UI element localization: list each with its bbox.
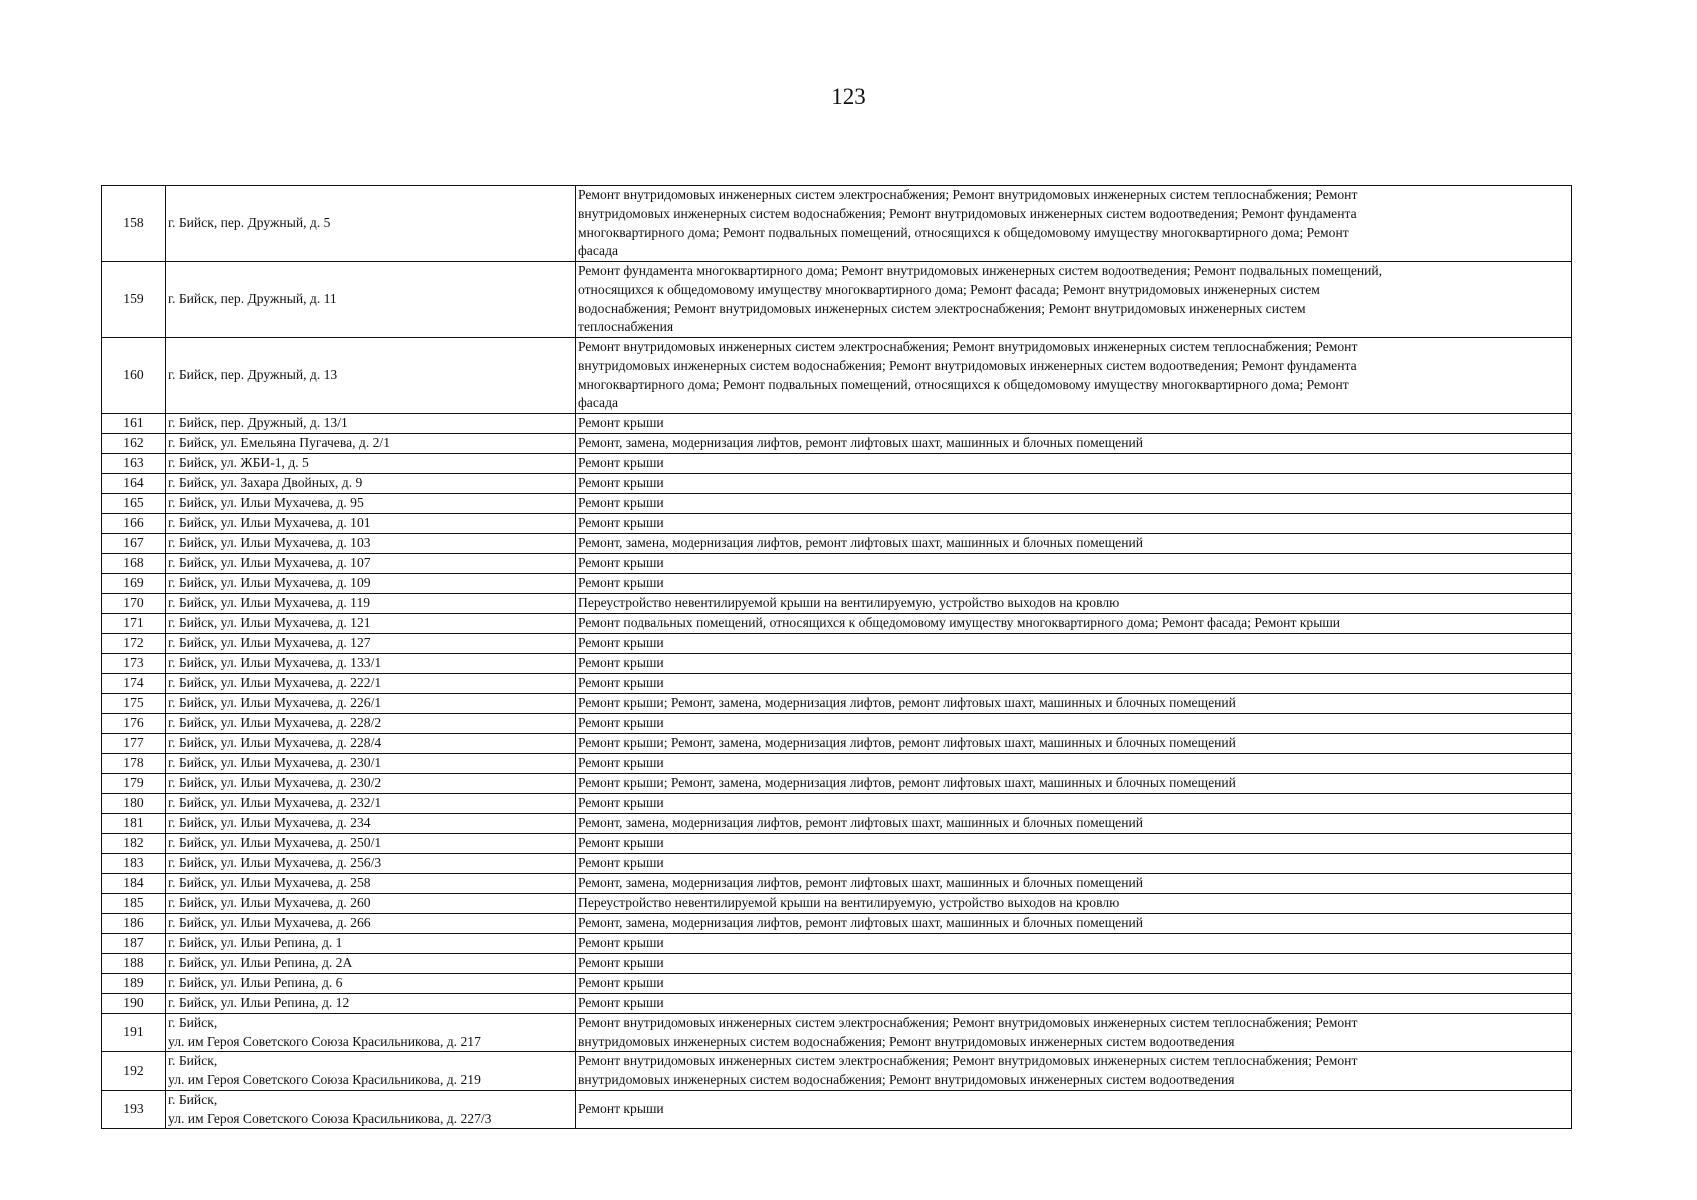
address-line: г. Бийск, пер. Дружный, д. 13/1 xyxy=(168,415,348,431)
address-cell xyxy=(166,1090,576,1128)
work-type-cell xyxy=(576,754,1572,774)
address-cell xyxy=(166,894,576,914)
address-cell xyxy=(166,338,576,414)
table-body xyxy=(102,186,1572,1129)
table-row xyxy=(102,814,1572,834)
address-cell xyxy=(166,694,576,714)
work-type-cell xyxy=(576,654,1572,674)
row-number: 186 xyxy=(102,914,166,934)
row-number: 188 xyxy=(102,954,166,974)
work-type-cell xyxy=(576,534,1572,554)
address-line: г. Бийск, ул. Ильи Мухачева, д. 234 xyxy=(168,815,371,831)
work-type-cell xyxy=(576,894,1572,914)
address-line: ул. им Героя Советского Союза Красильникова, д. 217 xyxy=(168,1033,481,1049)
table-row xyxy=(102,574,1572,594)
row-number: 167 xyxy=(102,534,166,554)
work-type-cell xyxy=(576,434,1572,454)
address-line: г. Бийск, ул. Ильи Мухачева, д. 250/1 xyxy=(168,835,382,851)
address-cell xyxy=(166,434,576,454)
address-cell xyxy=(166,654,576,674)
work-type-line: Ремонт крыши xyxy=(578,555,664,571)
address-cell xyxy=(166,474,576,494)
row-number: 192 xyxy=(102,1052,166,1090)
work-type-line: Ремонт крыши xyxy=(578,415,664,431)
row-number: 175 xyxy=(102,694,166,714)
work-type-cell xyxy=(576,1052,1572,1090)
work-type-cell xyxy=(576,694,1572,714)
work-type-cell xyxy=(576,934,1572,954)
address-line: г. Бийск, ул. Ильи Репина, д. 2А xyxy=(168,955,353,971)
work-type-cell xyxy=(576,454,1572,474)
page-number: 123 xyxy=(831,84,866,109)
work-type-cell xyxy=(576,814,1572,834)
address-line: г. Бийск, xyxy=(168,1053,218,1069)
row-number: 180 xyxy=(102,794,166,814)
row-number: 185 xyxy=(102,894,166,914)
table-row xyxy=(102,434,1572,454)
row-number: 174 xyxy=(102,674,166,694)
work-type-line: фасада xyxy=(578,395,619,411)
table-row xyxy=(102,1014,1572,1052)
row-number: 166 xyxy=(102,514,166,534)
address-line: г. Бийск, xyxy=(168,1015,218,1030)
address-line: ул. им Героя Советского Союза Красильникова, д. 219 xyxy=(168,1072,481,1088)
work-type-line: Ремонт крыши xyxy=(578,655,664,671)
work-type-line: Ремонт, замена, модернизация лифтов, ремонт лифтовых шахт, машинных и блочных помещений xyxy=(578,435,1144,451)
table-row xyxy=(102,338,1572,414)
address-line: г. Бийск, ул. Ильи Репина, д. 12 xyxy=(168,995,350,1011)
table-row xyxy=(102,514,1572,534)
address-line: г. Бийск, ул. Ильи Мухачева, д. 103 xyxy=(168,535,371,551)
work-type-line: Ремонт крыши xyxy=(578,515,664,531)
work-type-line: Ремонт крыши; Ремонт, замена, модернизация лифтов, ремонт лифтовых шахт, машинных и блочных помещений xyxy=(578,775,1236,791)
work-type-line: внутридомовых инженерных систем водоснабжения; Ремонт внутридомовых инженерных систем водоотведения; Ремонт фундамента xyxy=(578,357,1357,373)
work-type-line: Ремонт крыши xyxy=(578,715,664,731)
table-row xyxy=(102,1052,1572,1090)
row-number: 179 xyxy=(102,774,166,794)
work-type-line: внутридомовых инженерных систем водоснабжения; Ремонт внутридомовых инженерных систем водоотведения xyxy=(578,1033,1235,1049)
address-line: г. Бийск, xyxy=(168,1091,218,1107)
address-cell xyxy=(166,534,576,554)
table-row xyxy=(102,914,1572,934)
table-row xyxy=(102,974,1572,994)
work-type-line: относящихся к общедомовому имуществу многоквартирного дома; Ремонт фасада; Ремонт внутридомовых инженерных систем xyxy=(578,281,1320,297)
row-number: 159 xyxy=(102,262,166,338)
table-row xyxy=(102,654,1572,674)
work-type-cell xyxy=(576,634,1572,654)
table-row xyxy=(102,994,1572,1014)
address-line: г. Бийск, ул. Ильи Мухачева, д. 119 xyxy=(168,595,371,611)
address-cell xyxy=(166,854,576,874)
work-type-line: Ремонт, замена, модернизация лифтов, ремонт лифтовых шахт, машинных и блочных помещений xyxy=(578,915,1144,931)
row-number: 191 xyxy=(102,1014,166,1052)
work-type-cell xyxy=(576,994,1572,1014)
row-number: 171 xyxy=(102,614,166,634)
address-line: г. Бийск, ул. Емельяна Пугачева, д. 2/1 xyxy=(168,435,390,451)
work-type-cell xyxy=(576,494,1572,514)
row-number: 162 xyxy=(102,434,166,454)
work-type-line: Ремонт, замена, модернизация лифтов, ремонт лифтовых шахт, машинных и блочных помещений xyxy=(578,535,1144,551)
work-type-line: Ремонт внутридомовых инженерных систем электроснабжения; Ремонт внутридомовых инженерных систем теплоснабжения; Ремонт xyxy=(578,1015,1358,1030)
row-number: 177 xyxy=(102,734,166,754)
work-type-cell xyxy=(576,1014,1572,1052)
address-cell xyxy=(166,1014,576,1052)
row-number: 181 xyxy=(102,814,166,834)
work-type-line: водоснабжения; Ремонт внутридомовых инженерных систем электроснабжения; Ремонт внутридомовых инженерных систем xyxy=(578,300,1306,316)
address-line: г. Бийск, ул. Ильи Мухачева, д. 266 xyxy=(168,915,371,931)
address-line: г. Бийск, ул. Ильи Мухачева, д. 228/4 xyxy=(168,735,382,751)
work-type-cell xyxy=(576,954,1572,974)
table-row xyxy=(102,474,1572,494)
work-type-cell xyxy=(576,574,1572,594)
address-cell xyxy=(166,834,576,854)
table-row xyxy=(102,634,1572,654)
row-number: 187 xyxy=(102,934,166,954)
work-type-line: Ремонт крыши xyxy=(578,995,664,1011)
work-type-line: Переустройство невентилируемой крыши на вентилируемую, устройство выходов на кровлю xyxy=(578,595,1120,611)
address-cell xyxy=(166,934,576,954)
work-type-cell xyxy=(576,262,1572,338)
table-row xyxy=(102,954,1572,974)
table-row xyxy=(102,734,1572,754)
work-type-line: Ремонт подвальных помещений, относящихся к общедомовому имуществу многоквартирного дома; Ремонт фасада; Ремонт крыши xyxy=(578,615,1341,631)
row-number: 158 xyxy=(102,186,166,262)
row-number: 173 xyxy=(102,654,166,674)
address-line: г. Бийск, ул. ЖБИ-1, д. 5 xyxy=(168,455,309,471)
address-cell xyxy=(166,994,576,1014)
work-type-line: Ремонт крыши xyxy=(578,455,664,471)
address-cell xyxy=(166,634,576,654)
table-row xyxy=(102,554,1572,574)
address-cell xyxy=(166,874,576,894)
row-number: 168 xyxy=(102,554,166,574)
work-type-line: Ремонт крыши; Ремонт, замена, модернизация лифтов, ремонт лифтовых шахт, машинных и блочных помещений xyxy=(578,735,1236,751)
table-row xyxy=(102,854,1572,874)
work-type-line: Ремонт крыши xyxy=(578,835,664,851)
row-number: 178 xyxy=(102,754,166,774)
work-type-cell xyxy=(576,794,1572,814)
row-number: 160 xyxy=(102,338,166,414)
work-type-cell xyxy=(576,734,1572,754)
address-cell xyxy=(166,734,576,754)
work-type-line: Ремонт фундамента многоквартирного дома; Ремонт внутридомовых инженерных систем водоотведения; Ремонт подвальных помещений, xyxy=(578,263,1383,279)
table-row xyxy=(102,594,1572,614)
table-row xyxy=(102,414,1572,434)
work-type-cell xyxy=(576,554,1572,574)
work-type-line: Ремонт, замена, модернизация лифтов, ремонт лифтовых шахт, машинных и блочных помещений xyxy=(578,815,1144,831)
row-number: 172 xyxy=(102,634,166,654)
row-number: 182 xyxy=(102,834,166,854)
work-type-line: Ремонт крыши xyxy=(578,855,664,871)
work-type-cell xyxy=(576,338,1572,414)
address-line: г. Бийск, ул. Ильи Мухачева, д. 121 xyxy=(168,615,371,631)
row-number: 190 xyxy=(102,994,166,1014)
work-type-cell xyxy=(576,474,1572,494)
work-type-line: Ремонт крыши; Ремонт, замена, модернизация лифтов, ремонт лифтовых шахт, машинных и блочных помещений xyxy=(578,695,1236,711)
work-type-cell xyxy=(576,594,1572,614)
row-number: 189 xyxy=(102,974,166,994)
work-type-cell xyxy=(576,874,1572,894)
work-type-cell xyxy=(576,834,1572,854)
table-row xyxy=(102,694,1572,714)
row-number: 165 xyxy=(102,494,166,514)
table-row xyxy=(102,934,1572,954)
address-line: г. Бийск, ул. Ильи Мухачева, д. 230/1 xyxy=(168,755,382,771)
table-row xyxy=(102,614,1572,634)
table-row xyxy=(102,674,1572,694)
address-cell xyxy=(166,554,576,574)
work-type-cell xyxy=(576,714,1572,734)
address-cell xyxy=(166,754,576,774)
work-type-line: Ремонт внутридомовых инженерных систем электроснабжения; Ремонт внутридомовых инженерных систем теплоснабжения; Ремонт xyxy=(578,339,1358,355)
address-cell xyxy=(166,974,576,994)
work-type-cell xyxy=(576,514,1572,534)
address-line: г. Бийск, ул. Ильи Мухачева, д. 222/1 xyxy=(168,675,382,691)
address-cell xyxy=(166,954,576,974)
address-cell xyxy=(166,1052,576,1090)
work-type-cell xyxy=(576,854,1572,874)
address-cell xyxy=(166,614,576,634)
work-type-line: теплоснабжения xyxy=(578,319,674,335)
row-number: 170 xyxy=(102,594,166,614)
work-type-line: Ремонт внутридомовых инженерных систем электроснабжения; Ремонт внутридомовых инженерных систем теплоснабжения; Ремонт xyxy=(578,187,1358,203)
row-number: 184 xyxy=(102,874,166,894)
work-type-line: многоквартирного дома; Ремонт подвальных помещений, относящихся к общедомовому имуществу многоквартирного дома; Ремонт xyxy=(578,376,1349,392)
work-type-line: Ремонт крыши xyxy=(578,975,664,991)
address-cell xyxy=(166,774,576,794)
row-number: 169 xyxy=(102,574,166,594)
address-line: г. Бийск, ул. Ильи Мухачева, д. 228/2 xyxy=(168,715,382,731)
address-line: г. Бийск, ул. Ильи Репина, д. 1 xyxy=(168,935,343,951)
work-type-line: Ремонт внутридомовых инженерных систем электроснабжения; Ремонт внутридомовых инженерных систем теплоснабжения; Ремонт xyxy=(578,1053,1358,1069)
work-type-cell xyxy=(576,414,1572,434)
address-line: г. Бийск, ул. Ильи Мухачева, д. 232/1 xyxy=(168,795,382,811)
address-cell xyxy=(166,454,576,474)
work-type-line: внутридомовых инженерных систем водоснабжения; Ремонт внутридомовых инженерных систем водоотведения xyxy=(578,1072,1235,1088)
address-cell xyxy=(166,914,576,934)
table-row xyxy=(102,714,1572,734)
address-line: г. Бийск, ул. Ильи Мухачева, д. 107 xyxy=(168,555,371,571)
repair-table xyxy=(101,185,1572,1129)
table-row xyxy=(102,754,1572,774)
work-type-line: Ремонт крыши xyxy=(578,495,664,511)
address-cell xyxy=(166,494,576,514)
address-line: г. Бийск, ул. Ильи Мухачева, д. 226/1 xyxy=(168,695,382,711)
address-line: г. Бийск, ул. Захара Двойных, д. 9 xyxy=(168,475,363,491)
table-row xyxy=(102,454,1572,474)
address-line: г. Бийск, ул. Ильи Мухачева, д. 133/1 xyxy=(168,655,382,671)
work-type-line: Переустройство невентилируемой крыши на вентилируемую, устройство выходов на кровлю xyxy=(578,895,1120,911)
address-cell xyxy=(166,794,576,814)
address-cell xyxy=(166,594,576,614)
work-type-line: Ремонт крыши xyxy=(578,755,664,771)
work-type-cell xyxy=(576,914,1572,934)
work-type-cell xyxy=(576,974,1572,994)
work-type-line: Ремонт, замена, модернизация лифтов, ремонт лифтовых шахт, машинных и блочных помещений xyxy=(578,875,1144,891)
row-number: 193 xyxy=(102,1090,166,1128)
table-row xyxy=(102,794,1572,814)
address-cell xyxy=(166,262,576,338)
work-type-line: фасада xyxy=(578,243,619,259)
table-row xyxy=(102,774,1572,794)
table-row xyxy=(102,534,1572,554)
address-cell xyxy=(166,574,576,594)
address-line: г. Бийск, ул. Ильи Мухачева, д. 230/2 xyxy=(168,775,382,791)
work-type-line: многоквартирного дома; Ремонт подвальных помещений, относящихся к общедомовому имуществу многоквартирного дома; Ремонт xyxy=(578,224,1349,240)
work-type-line: Ремонт крыши xyxy=(578,635,664,651)
address-line: г. Бийск, ул. Ильи Мухачева, д. 258 xyxy=(168,875,371,891)
row-number: 183 xyxy=(102,854,166,874)
work-type-line: Ремонт крыши xyxy=(578,675,664,691)
address-line: г. Бийск, ул. Ильи Мухачева, д. 95 xyxy=(168,495,364,511)
address-line: ул. им Героя Советского Союза Красильникова, д. 227/3 xyxy=(168,1110,492,1126)
row-number: 161 xyxy=(102,414,166,434)
address-line: г. Бийск, ул. Ильи Репина, д. 6 xyxy=(168,975,343,991)
table-row xyxy=(102,186,1572,262)
address-cell xyxy=(166,674,576,694)
work-type-line: Ремонт крыши xyxy=(578,955,664,971)
table-row xyxy=(102,1090,1572,1128)
address-line: г. Бийск, пер. Дружный, д. 11 xyxy=(168,291,337,307)
address-line: г. Бийск, ул. Ильи Мухачева, д. 127 xyxy=(168,635,371,651)
work-type-cell xyxy=(576,1090,1572,1128)
address-cell xyxy=(166,186,576,262)
address-cell xyxy=(166,514,576,534)
address-line: г. Бийск, ул. Ильи Мухачева, д. 256/3 xyxy=(168,855,382,871)
address-line: г. Бийск, ул. Ильи Мухачева, д. 260 xyxy=(168,895,371,911)
address-cell xyxy=(166,714,576,734)
table-row xyxy=(102,834,1572,854)
address-line: г. Бийск, ул. Ильи Мухачева, д. 109 xyxy=(168,575,371,591)
work-type-cell xyxy=(576,186,1572,262)
address-line: г. Бийск, ул. Ильи Мухачева, д. 101 xyxy=(168,515,371,531)
work-type-line: внутридомовых инженерных систем водоснабжения; Ремонт внутридомовых инженерных систем водоотведения; Ремонт фундамента xyxy=(578,205,1357,221)
table-row xyxy=(102,874,1572,894)
work-type-line: Ремонт крыши xyxy=(578,1101,664,1117)
address-line: г. Бийск, пер. Дружный, д. 13 xyxy=(168,367,338,383)
work-type-line: Ремонт крыши xyxy=(578,935,664,951)
work-type-cell xyxy=(576,774,1572,794)
row-number: 163 xyxy=(102,454,166,474)
table-row xyxy=(102,262,1572,338)
row-number: 176 xyxy=(102,714,166,734)
work-type-line: Ремонт крыши xyxy=(578,575,664,591)
table-row xyxy=(102,494,1572,514)
address-line: г. Бийск, пер. Дружный, д. 5 xyxy=(168,215,331,231)
table-row xyxy=(102,894,1572,914)
address-cell xyxy=(166,814,576,834)
work-type-line: Ремонт крыши xyxy=(578,475,664,491)
work-type-cell xyxy=(576,614,1572,634)
work-type-cell xyxy=(576,674,1572,694)
row-number: 164 xyxy=(102,474,166,494)
work-type-line: Ремонт крыши xyxy=(578,795,664,811)
address-cell xyxy=(166,414,576,434)
